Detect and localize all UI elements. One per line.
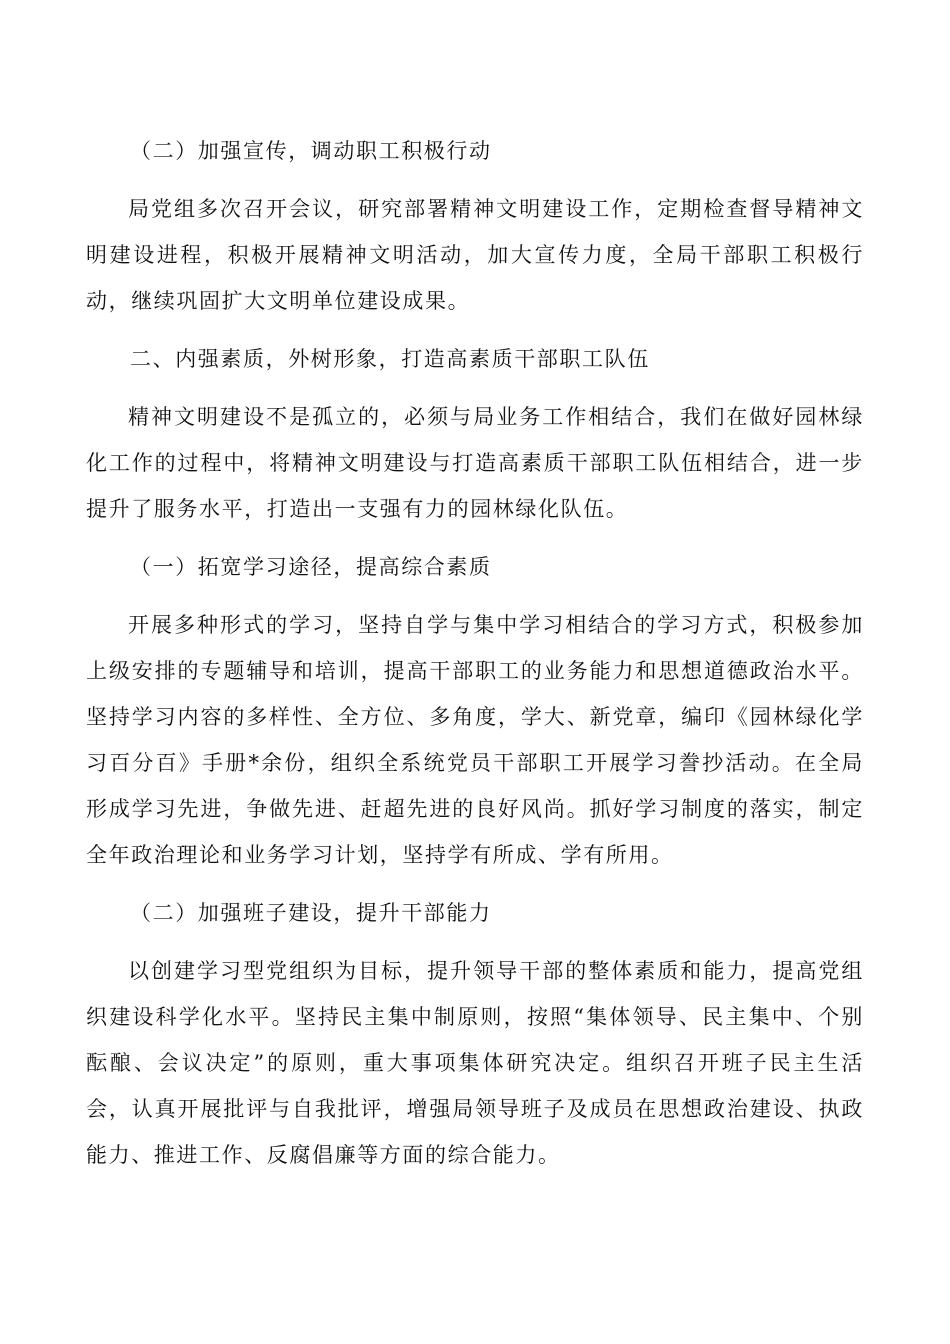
section-heading-leadership: （二）加强班子建设，提升干部能力: [130, 901, 492, 925]
paragraph-propaganda: 局党组多次召开会议，研究部署精神文明建设工作，定期检查督导精神文明建设进程，积极开展精神文明活动，加大宣传力度，全局干部职工积极行动，继续巩固扩大文明单位建设成果。: [86, 197, 864, 313]
section-heading-learning: （一）拓宽学习途径，提高综合素质: [130, 555, 492, 579]
document-body: [86, 128, 864, 1190]
section-heading-quality: 二、内强素质，外树形象，打造高素质干部职工队伍: [130, 347, 650, 371]
paragraph-learning: 开展多种形式的学习，坚持自学与集中学习相结合的学习方式，积极参加上级安排的专题辅导和培训，提高干部职工的业务能力和思想道德政治水平。坚持学习内容的多样性、全方位、多角度，学大、新党章，编印《园林绿化学习百分百》手册*余份，组织全系统党员干部职工开展学习誊抄活动。在全局形成学习先进，争做先进、赶超先进的良好风尚。抓好学习制度的落实，制定全年政治理论和业务学习计划，坚持学有所成、学有所用。: [86, 613, 864, 867]
paragraph-quality: 精神文明建设不是孤立的，必须与局业务工作相结合，我们在做好园林绿化工作的过程中，将精神文明建设与打造高素质干部职工队伍相结合，进一步提升了服务水平，打造出一支强有力的园林绿化队伍。: [86, 405, 864, 521]
paragraph-leadership: 以创建学习型党组织为目标，提升领导干部的整体素质和能力，提高党组织建设科学化水平。坚持民主集中制原则，按照“集体领导、民主集中、个别酝酿、会议决定”的原则，重大事项集体研究决定。组织召开班子民主生活会，认真开展批评与自我批评，增强局领导班子及成员在思想政治建设、执政能力、推进工作、反腐倡廉等方面的综合能力。: [86, 959, 864, 1167]
section-heading-propaganda: （二）加强宣传，调动职工积极行动: [130, 139, 492, 163]
